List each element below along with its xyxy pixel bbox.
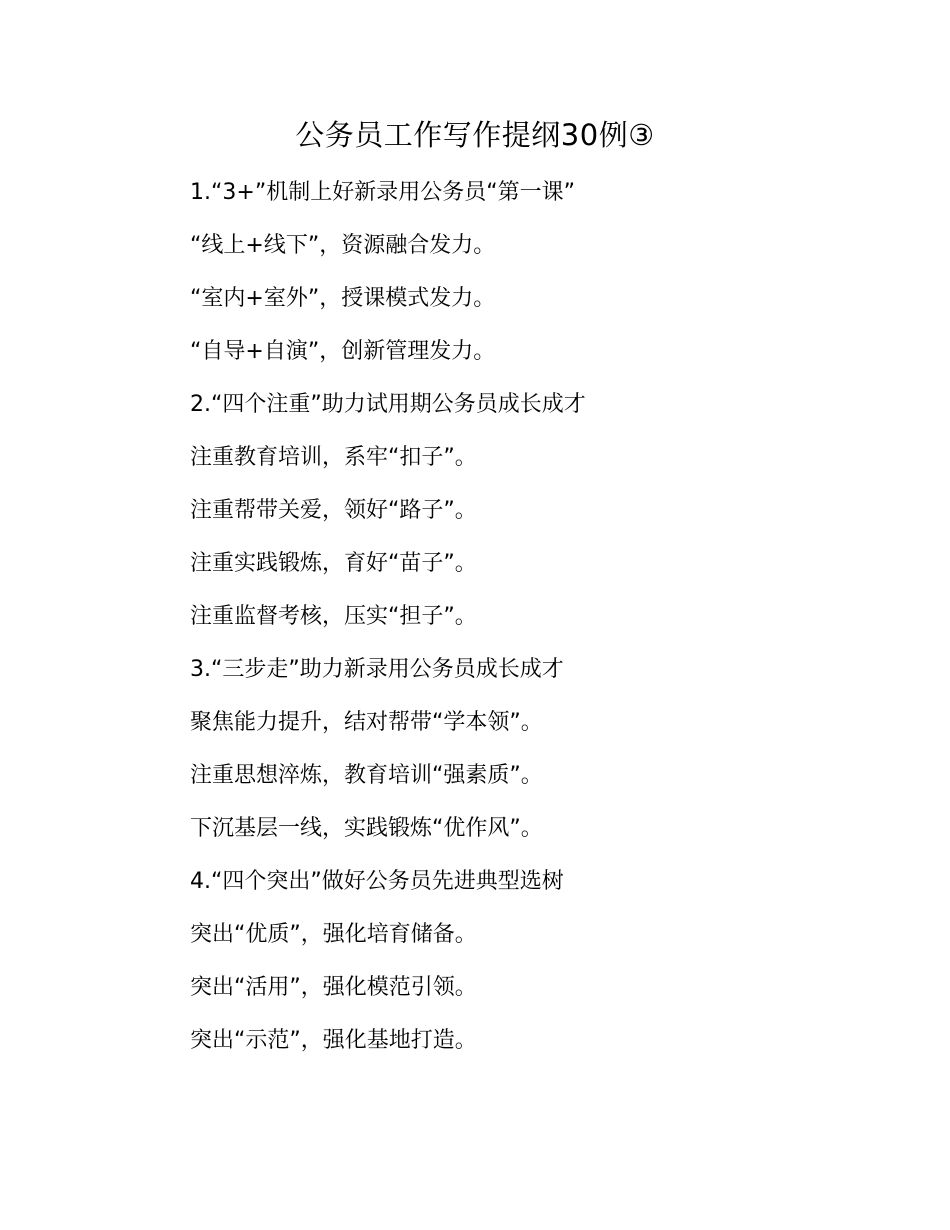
paragraph-line: 注重监督考核，压实“担子”。	[190, 604, 477, 629]
paragraph-line: 聚焦能力提升，结对帮带“学本领”。	[190, 710, 543, 735]
paragraph-line: 注重教育培训，系牢“扣子”。	[190, 445, 477, 470]
paragraph-line: “自导+自演”，创新管理发力。	[190, 339, 496, 364]
document-body	[190, 166, 890, 1067]
paragraph-line: 突出“示范”，强化基地打造。	[190, 1028, 477, 1053]
section-heading-2: 2.“四个注重”助力试用期公务员成长成才	[190, 392, 586, 417]
paragraph-line: 下沉基层一线，实践锻炼“优作风”。	[190, 816, 543, 841]
paragraph-line: 突出“活用”，强化模范引领。	[190, 975, 477, 1000]
paragraph-line: 注重实践锻炼，育好“苗子”。	[190, 551, 477, 576]
section-heading-3: 3.“三步走”助力新录用公务员成长成才	[190, 657, 564, 682]
paragraph-line: 注重思想淬炼，教育培训“强素质”。	[190, 763, 543, 788]
paragraph-line: 突出“优质”，强化培育储备。	[190, 922, 477, 947]
paragraph-line: “线上+线下”，资源融合发力。	[190, 233, 496, 258]
paragraph-line: “室内+室外”，授课模式发力。	[190, 286, 496, 311]
section-heading-1: 1.“3+”机制上好新录用公务员“第一课”	[190, 180, 576, 205]
document-title: 公务员工作写作提纲30例③	[295, 118, 655, 152]
paragraph-line: 注重帮带关爱，领好“路子”。	[190, 498, 477, 523]
section-heading-4: 4.“四个突出”做好公务员先进典型选树	[190, 869, 564, 894]
